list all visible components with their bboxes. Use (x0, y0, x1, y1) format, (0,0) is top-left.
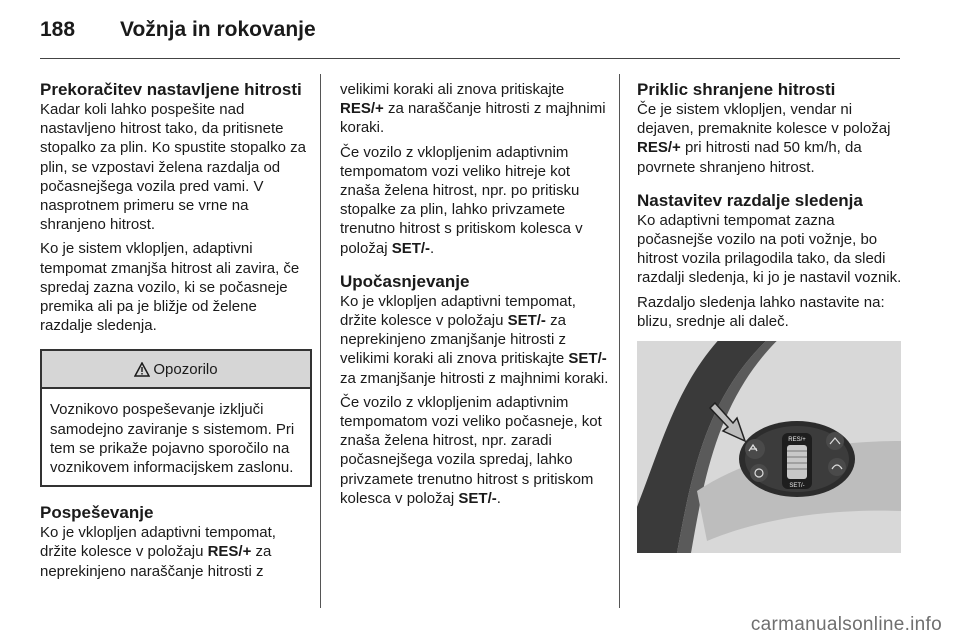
paragraph: Kadar koli lahko pospešite nad nastavljeno hitrost tako, da pritisnete stopalko za plin. Ko spustite stopalko za plin, se vzpostavi želena razdalja od počasnejšega vozila pred vami. V nasprotnem primeru se vrne na shranjeno hitrost. (40, 101, 306, 234)
section-heading: Pospeševanje (40, 503, 154, 523)
section-heading: Priklic shranjene hitrosti (637, 80, 836, 99)
warning-title: Opozorilo (153, 360, 218, 378)
warning-triangle-icon (134, 362, 150, 377)
column-2 (340, 80, 612, 513)
column-divider (619, 74, 620, 608)
paragraph: Ko je vklopljen adaptivni tempomat, držite kolesce v položaju RES/+ za neprekinjeno naraščanje hitrosti z (40, 524, 276, 580)
res-label: RES/+ (788, 437, 806, 444)
section-heading: Prekoračitev nastavljene hitrosti (40, 80, 302, 99)
set-label: SET/- (789, 483, 805, 490)
paragraph: Če vozilo z vklopljenim adaptivnim tempomatom vozi veliko počasneje, kot znaša želena hitrost, npr. zaradi počasnejšega vozila spredaj, lahko privzamete trenutno hitrost s pritiskom kolesca v položaj SET/-. (340, 393, 602, 507)
paragraph: velikimi koraki ali znova pritiskajte RES/+ za naraščanje hitrosti z majhnimi koraki. (340, 81, 606, 137)
steering-wheel-controls-image (637, 341, 901, 553)
distance-button (826, 432, 844, 450)
column-3 (637, 80, 907, 553)
section-heading: Nastavitev razdalje sledenja (637, 190, 863, 210)
limiter-button (828, 458, 846, 476)
paragraph: Razdaljo sledenja lahko nastavite na: blizu, srednje ali daleč. (637, 293, 885, 330)
paragraph: Ko adaptivni tempomat zazna počasnejše vozilo na poti vožnje, bo hitrost vozila prilagodila tako, da sledi razdalji sledenja, ki jo je nastavil voznik. (637, 211, 902, 287)
section-heading: Upočasnjevanje (340, 271, 470, 291)
paragraph: Ko je sistem vklopljen, adaptivni tempomat zmanjša hitrost ali zavira, če spredaj zazna vozilo, ki se počasneje premika ali pa je bližje od želene razdalje sledenja. (40, 240, 300, 335)
warning-box (40, 349, 312, 487)
header-rule (40, 58, 900, 59)
watermark: carmanualsonline.info (750, 614, 942, 635)
warning-header (42, 351, 310, 389)
paragraph: Če vozilo z vklopljenim adaptivnim tempomatom vozi veliko hitreje kot znaša želena hitrost, npr. po pritisku stopalke za plin, lahko privzamete trenutno hitrost s pritiskom kolesca v položaj SET/-. (340, 143, 583, 257)
warning-text: Voznikovo pospeševanje izključi samodejno zaviranje s sistemom. Pri tem se prikaže pojavno sporočilo na voznikovem informacijskem zaslonu. (50, 401, 295, 477)
column-divider (320, 74, 321, 608)
paragraph: Če je sistem vklopljen, vendar ni dejaven, premaknite kolesce v položaj RES/+ pri hitrosti nad 50 km/h, da povrnete shranjeno hitrost. (637, 101, 891, 176)
column-1 (40, 80, 312, 586)
paragraph: Ko je vklopljen adaptivni tempomat, držite kolesce v položaju SET/- za neprekinjeno zmanjšanje hitrosti z velikimi koraki ali znova pritiskajte SET/- za zmanjšanje hitrosti z majhnimi koraki. (340, 292, 609, 387)
page-number: 188 (40, 18, 76, 41)
chapter-title: Vožnja in rokovanje (120, 18, 316, 41)
cancel-button (750, 464, 768, 482)
page-header (40, 18, 316, 48)
